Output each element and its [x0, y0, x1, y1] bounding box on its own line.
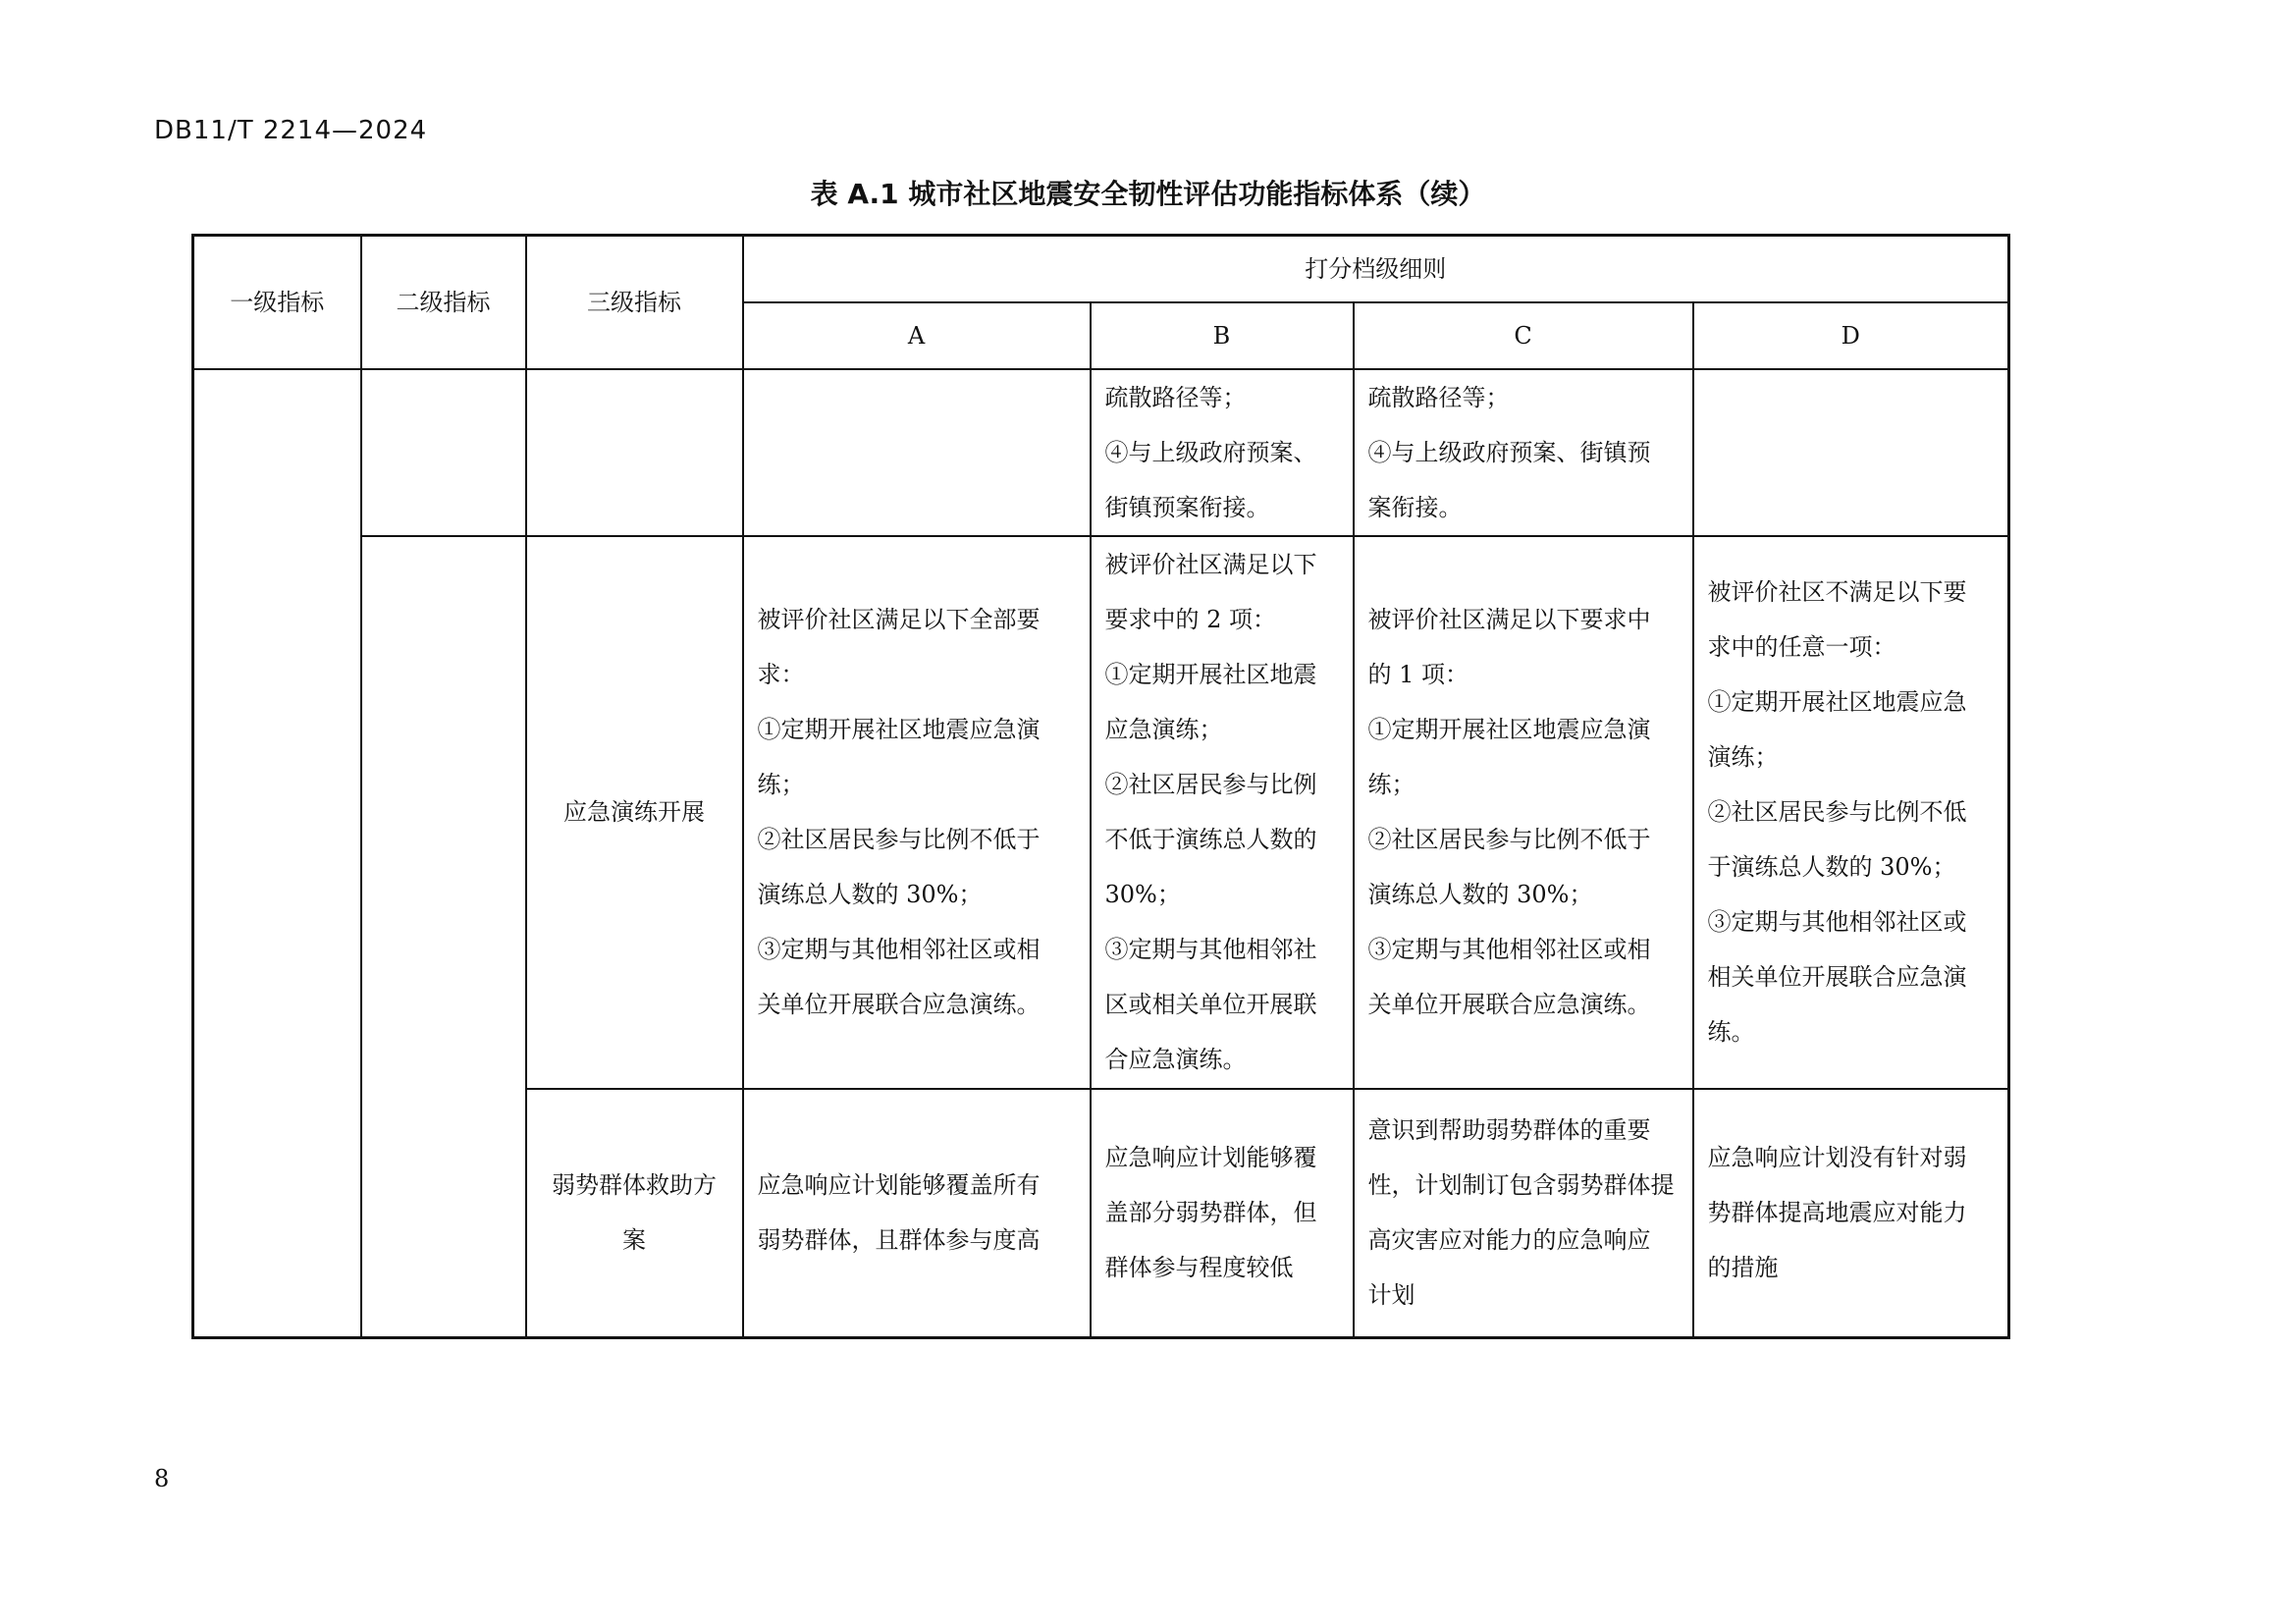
grade-b-cell: [1091, 369, 1354, 536]
cell-line: ①定期开展社区地震应急演: [1367, 716, 1651, 743]
cell-line: 练。: [1707, 1018, 1755, 1046]
level3-cell: [526, 1089, 743, 1338]
cell-line: 疏散路径等；: [1367, 383, 1510, 411]
cell-line: 于演练总人数的 30%；: [1707, 853, 1956, 881]
cell-line: 合应急演练。: [1104, 1046, 1247, 1073]
cell-line: 意识到帮助弱势群体的重要: [1367, 1116, 1651, 1145]
cell-line: ②社区居民参与比例不低于: [1367, 826, 1651, 853]
cell-line: 性，计划制订包含弱势群体提: [1367, 1171, 1675, 1200]
cell-line: 计划: [1367, 1281, 1415, 1310]
cell-line: 高灾害应对能力的应急响应: [1367, 1226, 1651, 1255]
cell-line: 的措施: [1707, 1254, 1779, 1282]
cell-line: 群体参与程度较低: [1104, 1254, 1294, 1282]
cell-line: 势群体提高地震应对能力: [1707, 1199, 1967, 1227]
level2-cell: [361, 369, 526, 536]
grade-d-cell: [1693, 536, 2009, 1089]
grade-b-cell: [1091, 536, 1354, 1089]
grade-b-cell: [1091, 1089, 1354, 1338]
cell-line: 被评价社区满足以下全部要: [757, 606, 1041, 633]
cell-line: 演练总人数的 30%；: [1367, 881, 1593, 908]
cell-line: 关单位开展联合应急演练。: [1367, 991, 1651, 1018]
cell-line: 被评价社区不满足以下要: [1707, 578, 1967, 606]
cell-line: 应急响应计划没有针对弱: [1707, 1144, 1967, 1172]
cell-line: ②社区居民参与比例不低: [1707, 798, 1967, 826]
cell-line: 30%；: [1104, 881, 1181, 908]
cell-line: 案衔接。: [1367, 493, 1463, 521]
grade-a-cell: [743, 369, 1091, 536]
cell-line: ②社区居民参与比例不低于: [757, 826, 1041, 853]
cell-line: 练；: [1367, 771, 1415, 798]
cell-line: 应急响应计划能够覆盖所有: [757, 1171, 1041, 1200]
cell-line: ③定期与其他相邻社: [1104, 936, 1317, 963]
cell-line: 案: [622, 1226, 646, 1255]
header-grade-b: B: [1091, 302, 1354, 369]
cell-line: 的 1 项：: [1367, 661, 1469, 688]
cell-line: 应急响应计划能够覆: [1104, 1144, 1317, 1172]
cell-line: 应急演练；: [1104, 716, 1223, 743]
grade-c-cell: [1354, 536, 1693, 1089]
level3-cell: 应急演练开展: [526, 536, 743, 1089]
table-row: [193, 536, 2009, 1089]
grade-a-cell: [743, 1089, 1091, 1338]
cell-line: 被评价社区满足以下: [1104, 551, 1317, 578]
cell-line: ③定期与其他相邻社区或相: [757, 936, 1041, 963]
cell-line: ②社区居民参与比例: [1104, 771, 1317, 798]
table-row: [193, 369, 2009, 536]
cell-line: 盖部分弱势群体，但: [1104, 1199, 1317, 1227]
cell-line: 练；: [757, 771, 805, 798]
cell-line: 弱势群体，且群体参与度高: [757, 1226, 1041, 1255]
cell-line: ③定期与其他相邻社区或相: [1367, 936, 1651, 963]
header-level2: 二级指标: [361, 236, 526, 369]
table-title: 表 A.1 城市社区地震安全韧性评估功能指标体系（续）: [810, 178, 1486, 210]
cell-line: 求：: [757, 661, 805, 688]
cell-line: 被评价社区满足以下要求中: [1367, 606, 1651, 633]
grade-c-cell: [1354, 1089, 1693, 1338]
cell-line: ①定期开展社区地震: [1104, 661, 1317, 688]
level3-cell: [526, 369, 743, 536]
cell-line: 街镇预案衔接。: [1104, 493, 1270, 521]
header-grade-c: C: [1354, 302, 1693, 369]
header-level3: 三级指标: [526, 236, 743, 369]
cell-line: 区或相关单位开展联: [1104, 991, 1317, 1018]
header-level1: 一级指标: [193, 236, 361, 369]
cell-line: ①定期开展社区地震应急演: [757, 716, 1041, 743]
grade-c-cell: [1354, 369, 1693, 536]
cell-line: 弱势群体救助方: [552, 1171, 717, 1200]
cell-line: ③定期与其他相邻社区或: [1707, 908, 1967, 936]
document-code: DB11/T 2214—2024: [154, 116, 428, 145]
header-scoring: 打分档级细则: [743, 236, 2009, 302]
cell-line: 关单位开展联合应急演练。: [757, 991, 1041, 1018]
cell-line: 演练；: [1707, 743, 1779, 771]
page-number: 8: [154, 1465, 170, 1492]
grade-d-cell: [1693, 1089, 2009, 1338]
header-grade-a: A: [743, 302, 1091, 369]
cell-line: ①定期开展社区地震应急: [1707, 688, 1967, 716]
level1-cell: [193, 369, 361, 1338]
cell-line: 相关单位开展联合应急演: [1707, 963, 1967, 991]
cell-line: 不低于演练总人数的: [1104, 826, 1317, 853]
header-grade-d: D: [1693, 302, 2009, 369]
cell-line: 求中的任意一项：: [1707, 633, 1896, 661]
grade-a-cell: [743, 536, 1091, 1089]
cell-line: ④与上级政府预案、街镇预: [1367, 438, 1651, 466]
cell-line: ④与上级政府预案、: [1104, 438, 1317, 466]
cell-line: 要求中的 2 项：: [1104, 606, 1277, 633]
indicator-table: [191, 234, 2010, 1339]
cell-line: 疏散路径等；: [1104, 383, 1247, 411]
cell-line: 演练总人数的 30%；: [757, 881, 983, 908]
level2-cell: [361, 536, 526, 1338]
grade-d-cell: [1693, 369, 2009, 536]
